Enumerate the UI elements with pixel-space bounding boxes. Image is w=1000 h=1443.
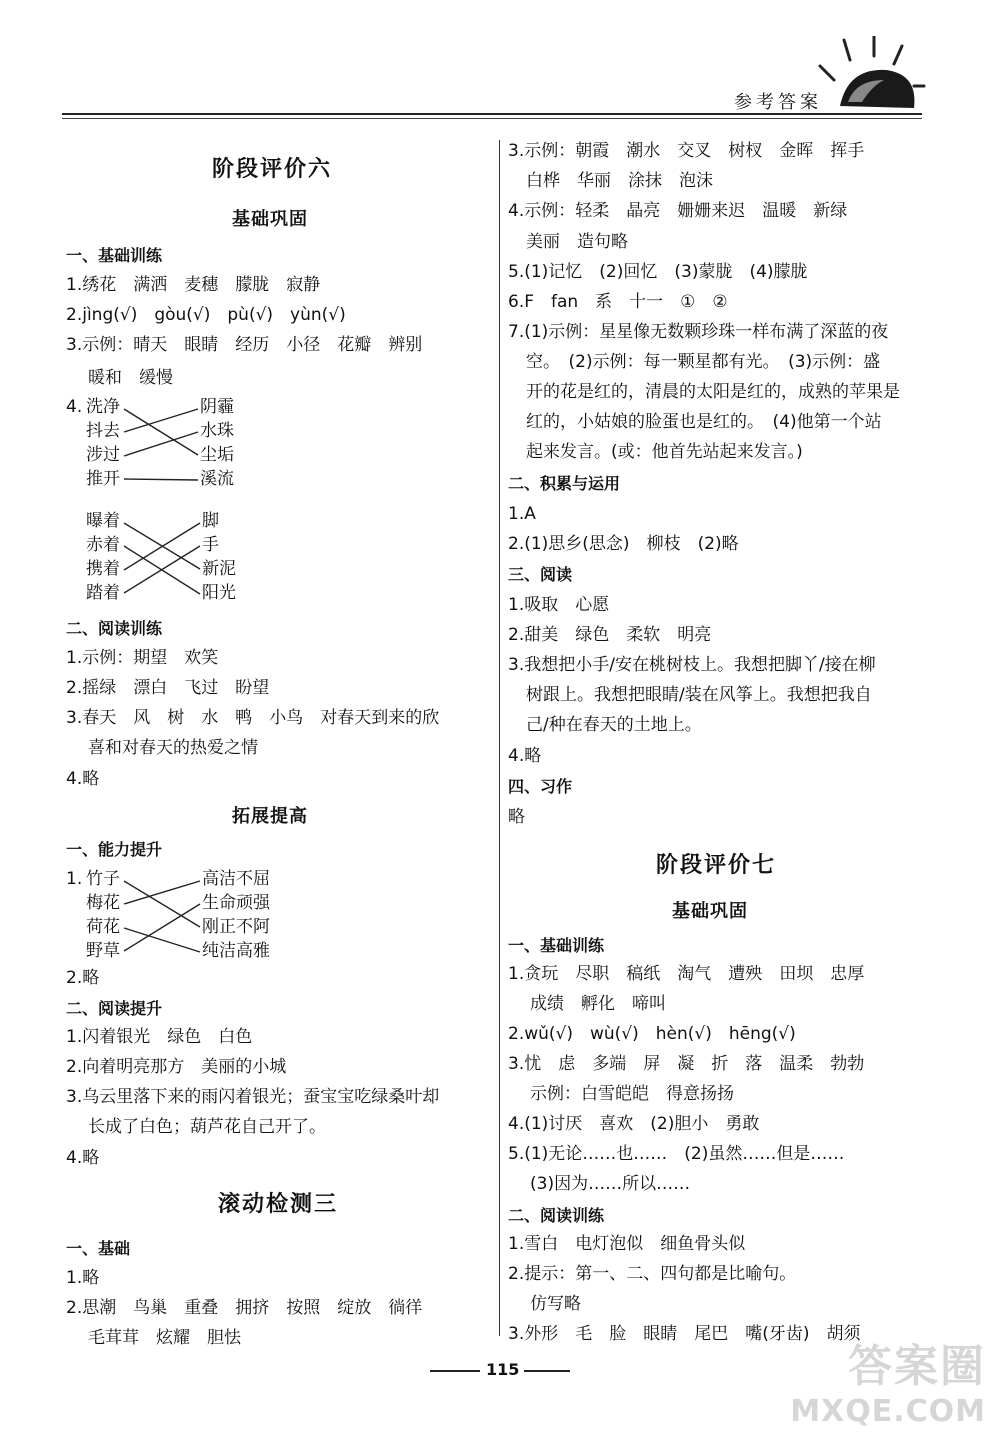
answer-line: 1.吸取 心愿 [508,595,610,615]
match-right-item: 脚 [202,511,219,531]
matching-exercise [66,868,286,964]
match-left-item: 荷花 [86,917,120,937]
answer-line: (3)因为……所以…… [530,1174,691,1194]
subsection-title-2: 拓展提高 [232,806,308,827]
watermark-text: 答案圈 [848,1341,986,1392]
answer-line: 树跟上。我想把眼睛/装在风筝上。我想把我自 [526,685,872,705]
match-left-item: 野草 [86,941,120,961]
answer-line: 略 [508,807,525,827]
watermark-logo [790,1330,986,1429]
page-number-ornament-left [430,1370,480,1372]
part-heading: 二、阅读训练 [508,1206,605,1225]
part-heading: 四、习作 [508,777,573,796]
answer-line: 暖和 缓慢 [88,368,173,388]
match-right-item: 阳光 [202,583,236,603]
answer-line: 2.(1)思乡(思念) 柳枝 (2)略 [508,534,739,554]
part-heading: 一、能力提升 [66,840,163,859]
answer-line: 2.jìng(√) gòu(√) pù(√) yùn(√) [66,305,346,325]
answer-line: 7.(1)示例：星星像无数颗珍珠一样布满了深蓝的夜 [508,322,889,342]
answer-line: 4.示例：轻柔 晶亮 姗姗来迟 温暖 新绿 [508,201,848,221]
answer-line: 2.提示：第一、二、四句都是比喻句。 [508,1264,797,1284]
column-divider [499,140,500,1336]
part-heading: 二、阅读提升 [66,999,163,1018]
match-left-item: 踏着 [86,583,120,603]
part-heading: 二、积累与运用 [508,474,621,493]
answer-line: 喜和对春天的热爱之情 [88,738,258,758]
answer-line: 3.外形 毛 脸 眼睛 尾巴 嘴(牙齿) 胡须 [508,1324,861,1344]
matching-exercise [86,510,266,606]
answer-line: 1.略 [66,1268,100,1288]
answer-line: 4.略 [508,746,542,766]
part-heading: 一、基础训练 [508,936,605,955]
answer-line: 1.A [508,504,536,524]
match-right-item: 溪流 [200,469,234,489]
header-title: 参考答案 [734,92,822,113]
section-title-2: 滚动检测三 [218,1192,339,1217]
answer-line: 空。 (2)示例：每一颗星都有光。 (3)示例：盛 [526,352,881,372]
answer-line: 3.忧 虑 多端 屏 凝 折 落 温柔 勃勃 [508,1054,865,1074]
answer-line: 6.F fan 系 十一 ① ② [508,292,728,312]
match-right-item: 高洁不屈 [202,869,270,889]
part-heading: 一、基础 [66,1239,131,1258]
header-rule-thin [62,118,922,119]
header-rule [62,113,922,115]
answer-line: 起来发言。(或：他首先站起来发言。) [526,442,803,462]
answer-line: 3.春天 风 树 水 鸭 小鸟 对春天到来的欣 [66,708,440,728]
answer-line: 示例：白雪皑皑 得意扬扬 [530,1084,734,1104]
answer-line: 1.绣花 满洒 麦穗 朦胧 寂静 [66,275,321,295]
match-right-item: 纯洁高雅 [202,941,270,961]
answer-line: 3.示例：晴天 眼睛 经历 小径 花瓣 辨别 [66,335,423,355]
answer-line: 红的，小姑娘的脸蛋也是红的。 (4)他第一个站 [526,412,882,432]
answer-line: 3.示例：朝霞 潮水 交叉 树杈 金晖 挥手 [508,141,865,161]
section-title-1: 阶段评价六 [212,157,333,182]
answer-line: 白桦 华丽 涂抹 泡沫 [526,171,713,191]
match-right-item: 刚正不阿 [202,917,270,937]
match-left-item: 携着 [86,559,120,579]
question-number: 4. [66,397,83,417]
answer-line: 3.乌云里落下来的雨闪着银光；蚕宝宝吃绿桑叶却 [66,1087,440,1107]
matching-exercise [66,396,266,492]
answer-line: 5.(1)记忆 (2)回忆 (3)蒙胧 (4)朦胧 [508,262,808,282]
answer-line: 1.示例：期望 欢笑 [66,648,219,668]
match-right-item: 手 [202,535,219,555]
answer-line: 1.闪着银光 绿色 白色 [66,1027,253,1047]
answer-line: 2.wǔ(√) wù(√) hèn(√) hēng(√) [508,1024,796,1044]
match-lines [66,868,286,964]
answer-line: 5.(1)无论……也…… (2)虽然……但是…… [508,1144,845,1164]
answer-line: 成绩 孵化 啼叫 [530,994,666,1014]
match-right-item: 水珠 [200,421,234,441]
answer-line: 仿写略 [530,1294,581,1314]
answer-line: 2.向着明亮那方 美丽的小城 [66,1057,287,1077]
match-lines [66,396,266,492]
match-right-item: 生命顽强 [202,893,270,913]
page-number: 115 [486,1360,520,1379]
subsection-title-3: 基础巩固 [672,901,748,922]
part-heading: 二、阅读训练 [66,619,163,638]
answer-line: 己/种在春天的土地上。 [526,715,702,735]
answer-line: 1.贪玩 尽职 稿纸 淘气 遭殃 田坝 忠厚 [508,964,865,984]
match-right-item: 阴霾 [200,397,234,417]
answer-line: 4.(1)讨厌 喜欢 (2)胆小 勇敢 [508,1114,760,1134]
answer-line: 1.雪白 电灯泡似 细鱼骨头似 [508,1234,746,1254]
match-left-item: 抖去 [86,421,120,441]
subsection-title-1: 基础巩固 [232,209,308,230]
answer-line: 2.思潮 鸟巢 重叠 拥挤 按照 绽放 徜徉 [66,1298,423,1318]
answer-line: 毛茸茸 炫耀 胆怯 [88,1328,241,1348]
answer-line: 开的花是红的，清晨的太阳是红的，成熟的苹果是 [526,382,900,402]
question-number: 1. [66,869,83,889]
match-left-item: 梅花 [86,893,120,913]
answer-line: 美丽 造句略 [526,232,628,252]
match-left-item: 洗净 [86,397,120,417]
section-title-3: 阶段评价七 [656,853,777,878]
answer-line: 长成了白色；葫芦花自己开了。 [88,1117,326,1137]
part-heading: 一、基础训练 [66,246,163,265]
match-left-item: 曝着 [86,511,120,531]
match-left-item: 推开 [86,469,120,489]
match-lines [86,510,266,606]
answer-line: 4.略 [66,769,100,789]
match-right-item: 尘垢 [200,445,234,465]
match-left-item: 竹子 [86,869,120,889]
page-number-ornament-right [524,1370,570,1372]
match-right-item: 新泥 [202,559,236,579]
match-left-item: 涉过 [86,445,120,465]
answer-line: 3.我想把小手/安在桃树枝上。我想把脚丫/接在柳 [508,655,876,675]
answer-line: 2.略 [66,968,100,988]
answer-line: 4.略 [66,1148,100,1168]
part-heading: 三、阅读 [508,565,573,584]
watermark-url: MXQE.COM [790,1394,986,1429]
match-left-item: 赤着 [86,535,120,555]
answer-line: 2.摇绿 漂白 飞过 盼望 [66,678,270,698]
answer-line: 2.甜美 绿色 柔软 明亮 [508,625,712,645]
